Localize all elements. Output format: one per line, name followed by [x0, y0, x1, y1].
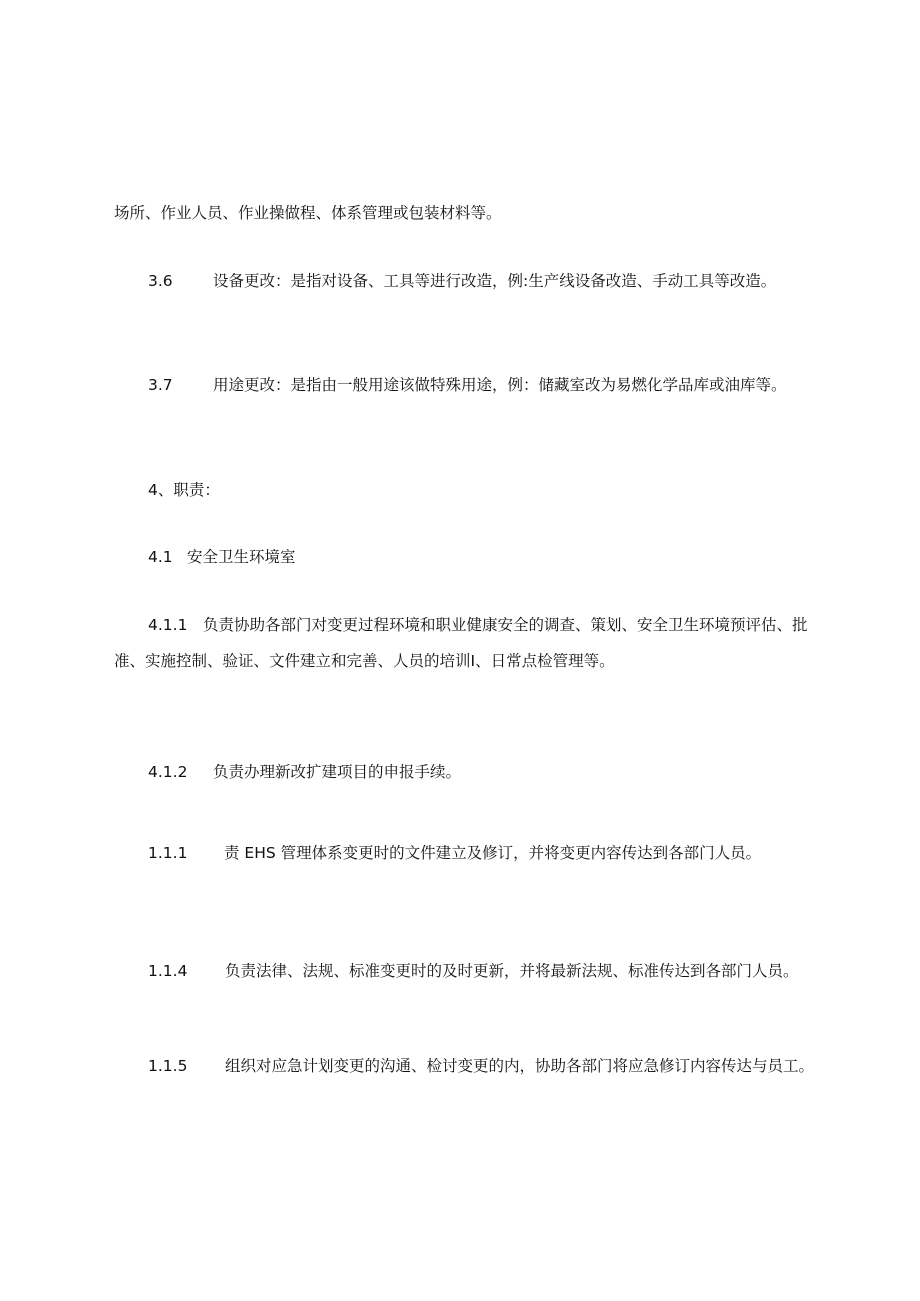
item-4-1-2-text: 负责办理新改扩建项目的申报手续。 — [213, 763, 462, 781]
item-4-1-1-number: 4.1.1 — [148, 616, 188, 634]
item-3-6-number: 3.6 — [148, 272, 173, 290]
item-4-1-1-text-line2: 准、实施控制、验证、文件建立和完善、人员的培训Ⅰ、日常点检管理等。 — [114, 652, 615, 670]
item-1-1-5-text: 组织对应急计划变更的沟通、检讨变更的内，协助各部门将应急修订内容传达与员工。 — [225, 1057, 815, 1075]
item-4-1-2-number: 4.1.2 — [148, 763, 188, 781]
item-1-1-1-number: 1.1.1 — [148, 844, 188, 862]
item-3-7-text: 用途更改：是指由一般用途该做特殊用途，例：储藏室改为易燃化学品库或油库等。 — [213, 376, 787, 394]
item-1-1-1-text: 责 EHS 管理体系变更时的文件建立及修订，并将变更内容传达到各部门人员。 — [224, 844, 762, 862]
item-4-1-text: 安全卫生环境室 — [187, 548, 296, 566]
item-3-7-number: 3.7 — [148, 376, 173, 394]
item-1-1-4-text: 负责法律、法规、标准变更时的及时更新，并将最新法规、标准传达到各部门人员。 — [225, 962, 799, 980]
item-4-1-1-text-line1: 负责协助各部门对变更过程环境和职业健康安全的调查、策划、安全卫生环境预评估、批 — [203, 616, 808, 634]
item-1-1-5-number: 1.1.5 — [148, 1057, 188, 1075]
section-4-heading: 4、职责： — [148, 481, 220, 499]
continuation-text: 场所、作业人员、作业操做程、体系管理或包装材料等。 — [114, 204, 502, 222]
item-3-6-text: 设备更改：是指对设备、工具等进行改造，例:生产线设备改造、手动工具等改造。 — [213, 272, 777, 290]
item-1-1-4-number: 1.1.4 — [148, 962, 188, 980]
item-4-1-number: 4.1 — [148, 548, 173, 566]
